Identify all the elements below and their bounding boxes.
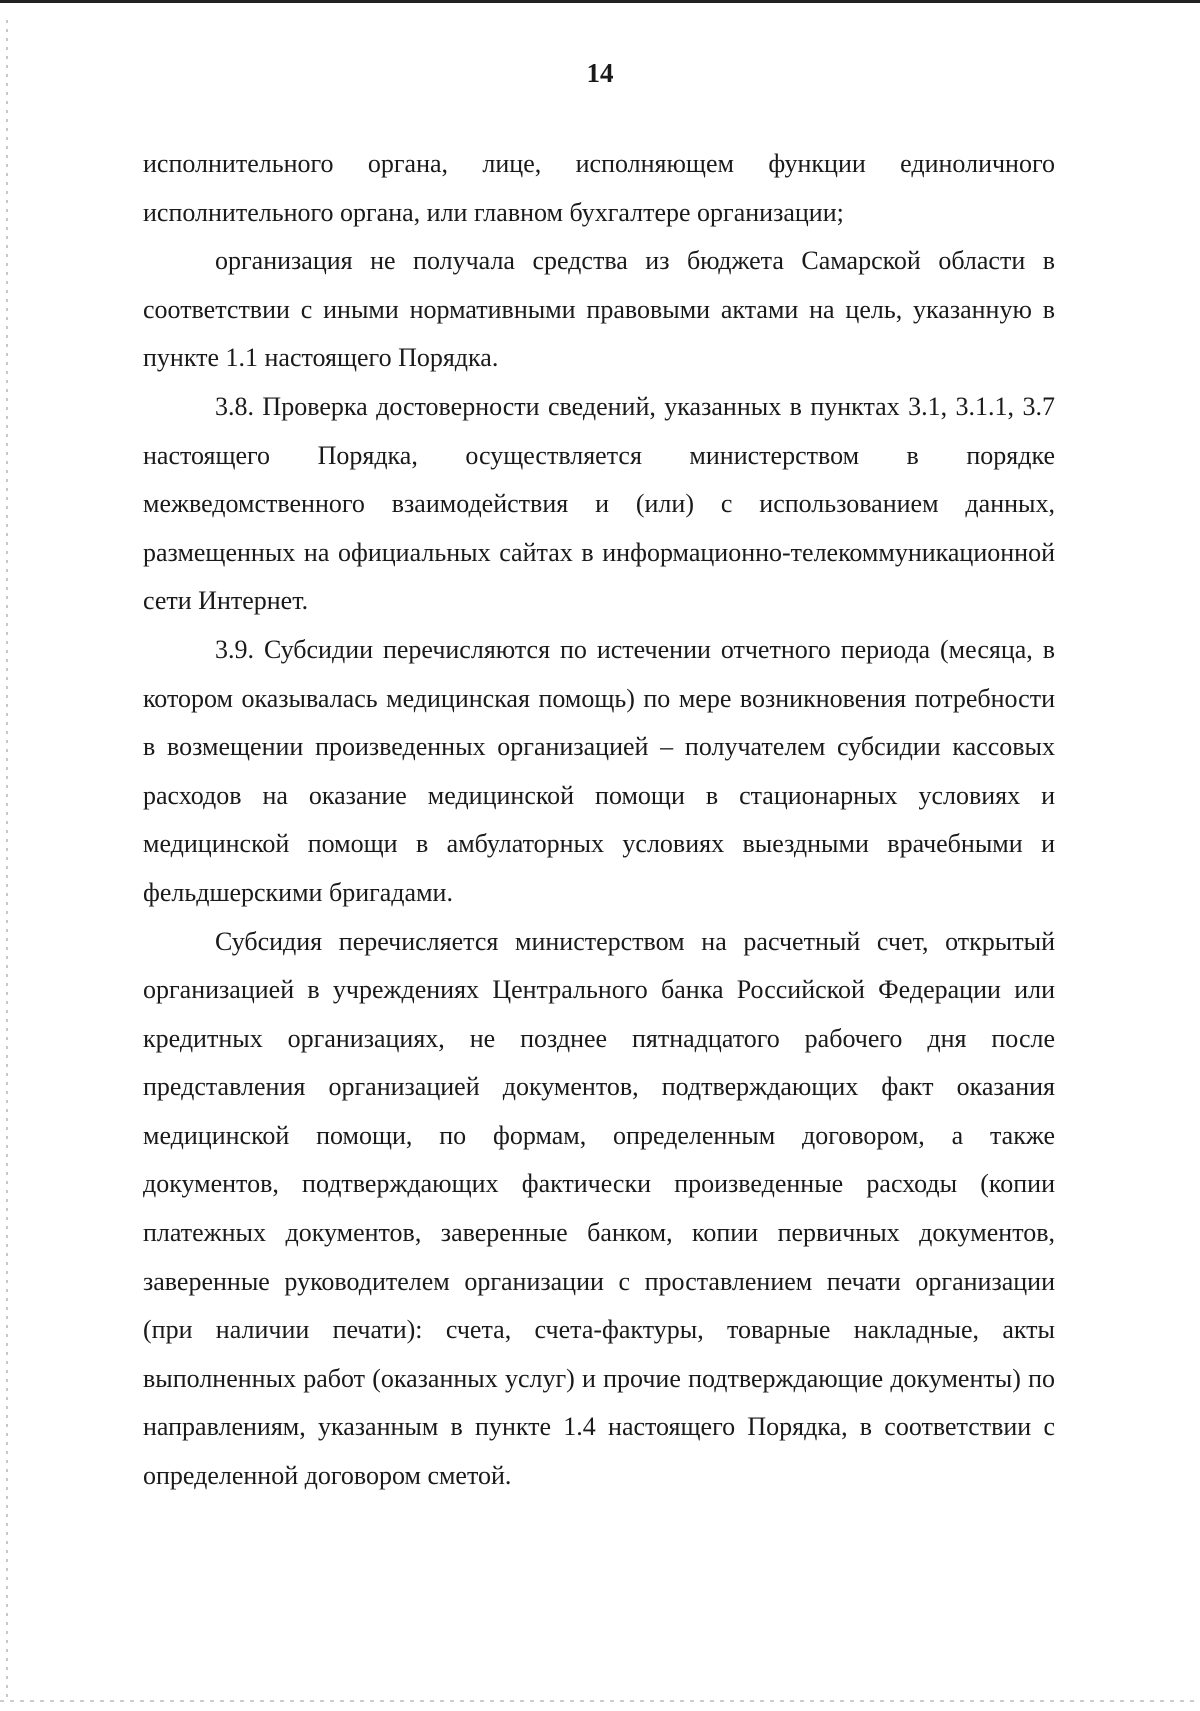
- paragraph-subsidy-transfer: Субсидия перечисляется министерством на расчетный счет, открытый организацией в учреждениях Центрального банка Российской Федерации или кредитных организациях, не позднее пятнадцатого рабочего дня после представления организацией документов, подтверждающих факт оказания медицинской помощи, по формам, определенным договором, а также документов, подтверждающих фактически произведенные расходы (копии платежных документов, заверенные банком, копии первичных документов, заверенные руководителем организации с проставлением печати организации (при наличии печати): счета, счета-фактуры, товарные накладные, акты выполненных работ (оказанных услуг) и прочие подтверждающие документы) по направлениям, указанным в пункте 1.4 настоящего Порядка, в соответствии с определенной договором сметой.: [143, 926, 1055, 1491]
- paragraph-3-9: 3.9. Субсидии перечисляются по истечении отчетного периода (месяца, в котором оказывалась медицинская помощь) по мере возникновения потребности в возмещении произведенных организацией – получателем субсидии кассовых расходов на оказание медицинской помощи в стационарных условиях и медицинской помощи в амбулаторных условиях выездными врачебными и фельдшерскими бригадами.: [143, 634, 1055, 907]
- document-body: [143, 140, 1055, 1501]
- scan-left-edge: [6, 20, 8, 1700]
- top-border-line: [0, 0, 1200, 3]
- paragraph-budget-condition: организация не получала средства из бюджета Самарской области в соответствии с иными нормативными правовыми актами на цель, указанную в пункте 1.1 настоящего Порядка.: [143, 246, 1055, 373]
- paragraph-3-8: 3.8. Проверка достоверности сведений, указанных в пунктах 3.1, 3.1.1, 3.7 настоящего Порядка, осуществляется министерством в порядке межведомственного взаимодействия и (или) с использованием данных, размещенных на официальных сайтах в информационно-телекоммуникационной сети Интернет.: [143, 391, 1055, 616]
- page-number: 14: [586, 58, 614, 88]
- paragraph-continuation: исполнительного органа, лице, исполняющем функции единоличного исполнительного органа, или главном бухгалтере организации;: [143, 149, 1055, 227]
- scan-bottom-edge: [0, 1700, 1200, 1702]
